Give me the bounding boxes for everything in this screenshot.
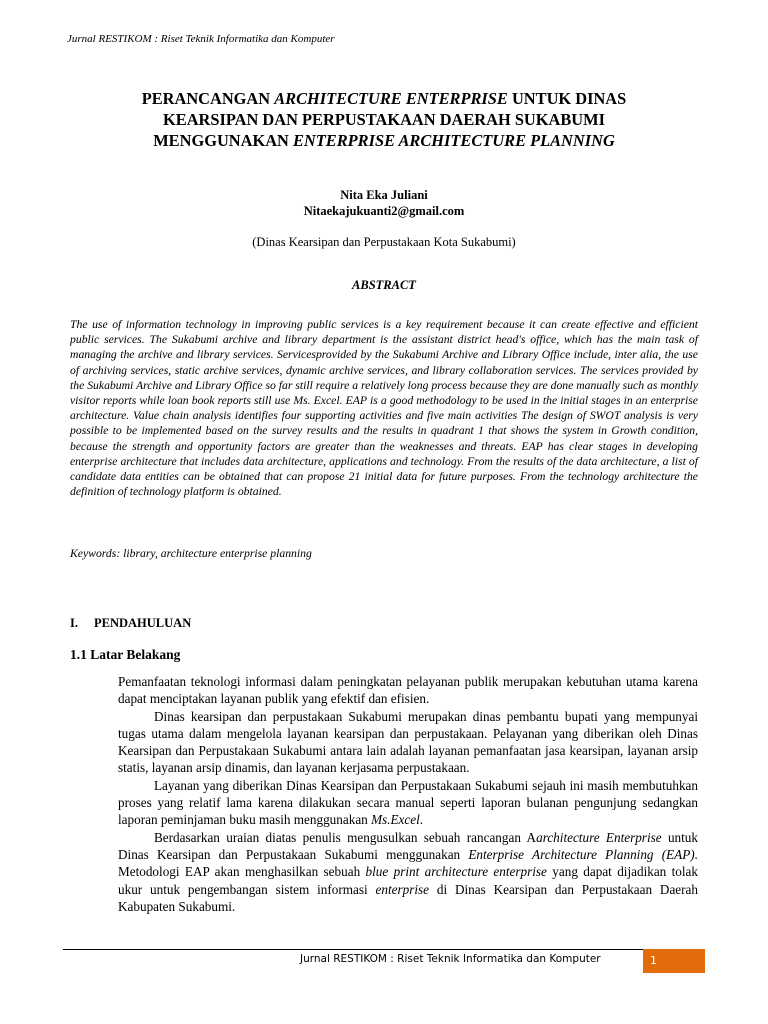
paragraph-4-a: Berdasarkan uraian diatas penulis mengusulkan sebuah rancangan A [154,829,537,845]
author-name: Nita Eka Juliani [340,188,428,202]
page-number-badge: 1 [643,949,705,973]
paragraph-4-h: enterprise [375,881,430,897]
paper-title [90,88,678,151]
paragraph-4-c: untuk Dinas Kearsipan dan Perpustakaan Sukabumi menggunakan [118,829,698,862]
title-line1-a: PERANCANGAN [141,89,275,108]
paragraph-3-a: Layanan yang diberikan Dinas Kearsipan dan Perpustakaan Sukabumi sejauh ini masih membutuhkan proses yang relatif lama karena dilakukan secara manual seperti laporan bulanan pengunjung sedangkan laporan peminjaman buku masih menggunakan [118,777,698,828]
title-line3-b: ENTERPRISE ARCHITECTURE PLANNING [292,131,615,150]
section-title: PENDAHULUAN [94,616,192,630]
paragraph-3-b: Ms.Excel [371,812,420,828]
subsection-heading: 1.1 Latar Belakang [70,647,181,662]
paragraph-2: Dinas kearsipan dan perpustakaan Sukabumi merupakan dinas pembantu bupati yang mempunyai tugas utama dalam mengelola layanan kearsipan dan perpustakaan. Pelayanan yang diberikan oleh Dinas Kearsipan dan Perpustakaan Sukabumi antara lain adalah layanan pemanfaatan jasa kearsipan, layanan arsip statis, layanan arsip dinamis, dan layanan kerjasama perpustakaan. [118,708,698,776]
author-block [0,187,768,219]
paragraph-4-e: Metodologi EAP akan menghasilkan sebuah [118,864,366,880]
section-heading [70,616,191,631]
running-header: Jurnal RESTIKOM : Riset Teknik Informatika dan Komputer [67,33,335,45]
paragraph-4-g: yang dapat dijadikan tolak ukur untuk pengembangan sistem informasi [118,864,698,897]
title-line1-b: ARCHITECTURE ENTERPRISE [274,89,508,108]
keywords: Keywords: library, architecture enterprise planning [70,547,312,560]
body-text [118,673,698,915]
paragraph-4-i: di Dinas Kearsipan dan Perpustakaan Daerah Kabupaten Sukabumi. [118,881,698,914]
abstract-heading: ABSTRACT [352,278,416,292]
title-line3-a: MENGGUNAKAN [153,131,293,150]
paragraph-4-d: Enterprise Architecture Planning (EAP). [468,846,698,862]
footer-divider [63,949,705,950]
paragraph-4-f: blue print architecture enterprise [365,864,547,880]
paragraph-4 [118,829,698,915]
paragraph-3 [118,777,698,829]
section-number: I. [70,616,78,630]
paragraph-1: Pemanfaatan teknologi informasi dalam peningkatan pelayanan publik merupakan kebutuhan utama karena dapat menciptakan layanan publik yang efektif dan efisien. [118,674,698,707]
author-affiliation: (Dinas Kearsipan dan Perpustakaan Kota Sukabumi) [252,235,516,249]
title-line1-c: UNTUK DINAS [507,89,627,108]
footer-journal: Jurnal RESTIKOM : Riset Teknik Informatika dan Komputer [300,953,601,965]
paragraph-3-c: . [419,812,424,828]
author-email: Nitaekajukuanti2@gmail.com [303,204,465,218]
title-line2: KEARSIPAN DAN PERPUSTAKAAN DAERAH SUKABUMI [163,110,605,129]
abstract-text: The use of information technology in improving public services is a key requirement because it can create effective and efficient public services. The Sukabumi archive and library department is the assistant district head's office, which has the main task of managing the archive and library services. Servicesprovided by the Sukabumi Archive and Library Office include, inter alia, the use of archiving services, static archive services, dynamic archive services, and library collaboration services. The services provided by the Sukabumi Archive and Library Office so far still require a relatively long process because they are done manually such as monthly visitor reports while loan book reports still use Ms. Excel. EAP is a good methodology to be used in the initial stages in an enterprise architecture. Value chain analysis identifies four supporting activities and five main activities The design of SWOT analysis is very possible to be implemented based on the survey results and the results in quadrant 1 that shows the system in Growth condition, because the strength and opportunity factors are greater than the weaknesses and threats. EAP has clear stages in developing enterprise architecture that includes data architecture, applications and technology. From the results of the data architecture, a list of candidate data entities can be obtained that can propose 21 initial data for future purposes. From the technology architecture the definition of technology platform is obtained. [70,318,698,499]
paragraph-4-b: architecture Enterprise [536,829,662,845]
